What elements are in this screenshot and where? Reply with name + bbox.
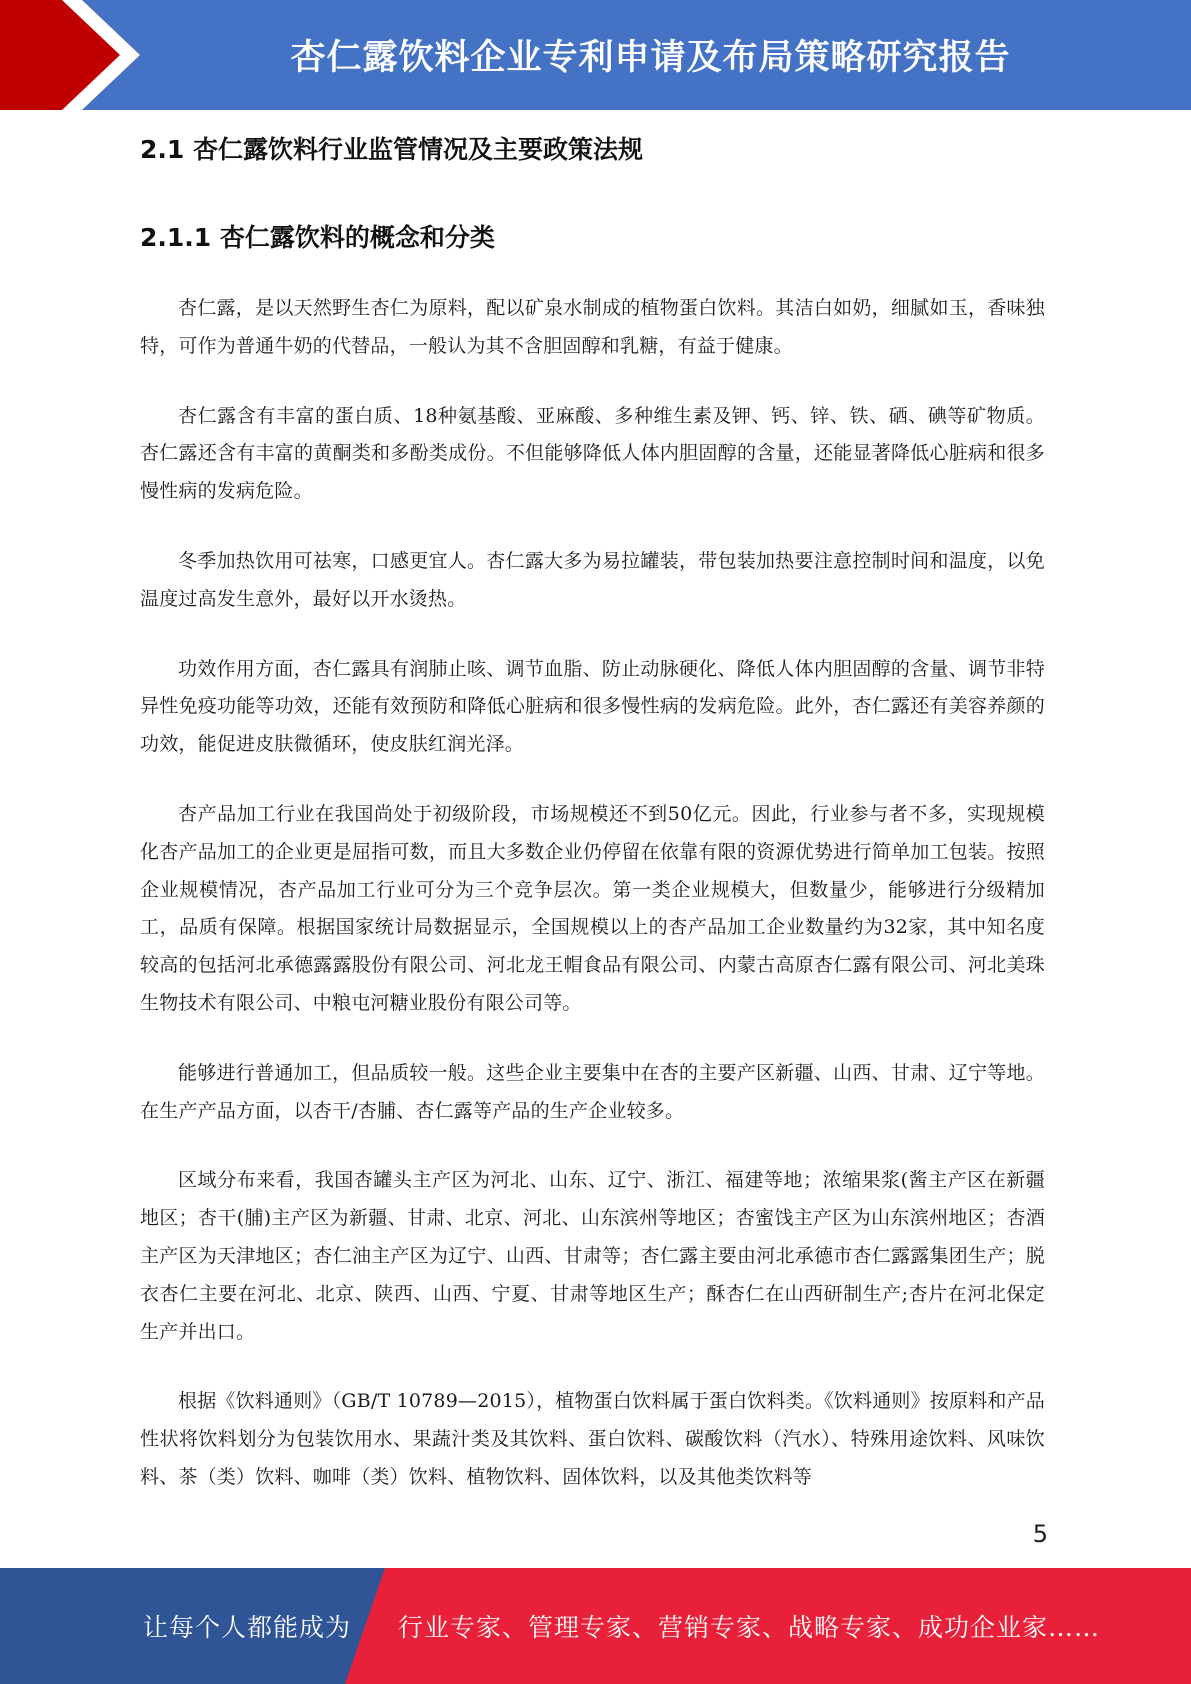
footer-slogan: 让每个人都能成为 — [143, 1613, 352, 1642]
footer-tagline: 行业专家、管理专家、营销专家、战略专家、成功企业家…… — [398, 1613, 1101, 1642]
paragraph: 区域分布来看，我国杏罐头主产区为河北、山东、辽宁、浙江、福建等地；浓缩果浆(酱主产区在新疆地区；杏干(脯)主产区为新疆、甘肃、北京、河北、山东滨州等地区；杏蜜饯主产区为山东滨州地区；杏酒主产区为天津地区；杏仁油主产区为辽宁、山西、甘肃等；杏仁露主要由河北承德市杏仁露露集团生产；脱衣杏仁主要在河北、北京、陕西、山西、宁夏、甘肃等地区生产；酥杏仁在山西研制生产;杏片在河北保定生产并出口。 — [140, 1169, 1045, 1343]
footer-banner — [0, 1568, 1191, 1684]
paragraph: 功效作用方面，杏仁露具有润肺止咳、调节血脂、防止动脉硬化、降低人体内胆固醇的含量、调节非特异性免疫功能等功效，还能有效预防和降低心脏病和很多慢性病的发病危险。此外，杏仁露还有美容养颜的功效，能促进皮肤微循环，使皮肤红润光泽。 — [140, 657, 1045, 756]
paragraph: 能够进行普通加工，但品质较一般。这些企业主要集中在杏的主要产区新疆、山西、甘肃、辽宁等地。在生产产品方面，以杏干/杏脯、杏仁露等产品的生产企业较多。 — [140, 1061, 1045, 1122]
page-number: 5 — [1032, 1520, 1048, 1548]
paragraph: 杏仁露，是以天然野生杏仁为原料，配以矿泉水制成的植物蛋白饮料。其洁白如奶，细腻如玉，香味独特，可作为普通牛奶的代替品，一般认为其不含胆固醇和乳糖，有益于健康。 — [140, 297, 1045, 357]
paragraph: 冬季加热饮用可祛寒，口感更宜人。杏仁露大多为易拉罐装，带包装加热要注意控制时间和温度，以免温度过高发生意外，最好以开水烫热。 — [140, 549, 1045, 610]
section-heading: 2.1 杏仁露饮料行业监管情况及主要政策法规 — [140, 135, 643, 164]
paragraph: 杏仁露含有丰富的蛋白质、18种氨基酸、亚麻酸、多种维生素及钾、钙、锌、铁、硒、碘等矿物质。杏仁露还含有丰富的黄酮类和多酚类成份。不但能够降低人体内胆固醇的含量，还能显著降低心脏病和很多慢性病的发病危险。 — [140, 404, 1045, 503]
paragraph: 杏产品加工行业在我国尚处于初级阶段，市场规模还不到50亿元。因此，行业参与者不多，实现规模化杏产品加工的企业更是屈指可数，而且大多数企业仍停留在依靠有限的资源优势进行简单加工包装。按照企业规模情况，杏产品加工行业可分为三个竞争层次。第一类企业规模大，但数量少，能够进行分级精加工，品质有保障。根据国家统计局数据显示，全国规模以上的杏产品加工企业数量约为32家，其中知名度较高的包括河北承德露露股份有限公司、河北龙王帽食品有限公司、内蒙古高原杏仁露有限公司、河北美珠生物技术有限公司、中粮屯河糖业股份有限公司等。 — [140, 802, 1045, 1014]
paragraph: 根据《饮料通则》（GB/T 10789—2015），植物蛋白饮料属于蛋白饮料类。《饮料通则》按原料和产品性状将饮料划分为包装饮用水、果蔬汁类及其饮料、蛋白饮料、碳酸饮料（汽水）、特殊用途饮料、风味饮料、茶（类）饮料、咖啡（类）饮料、植物饮料、固体饮料，以及其他类饮料等 — [140, 1390, 1045, 1488]
header-banner — [0, 0, 1191, 110]
report-title: 杏仁露饮料企业专利申请及布局策略研究报告 — [290, 38, 1011, 78]
body-text — [140, 290, 1045, 1529]
subsection-heading: 2.1.1 杏仁露饮料的概念和分类 — [140, 223, 495, 252]
